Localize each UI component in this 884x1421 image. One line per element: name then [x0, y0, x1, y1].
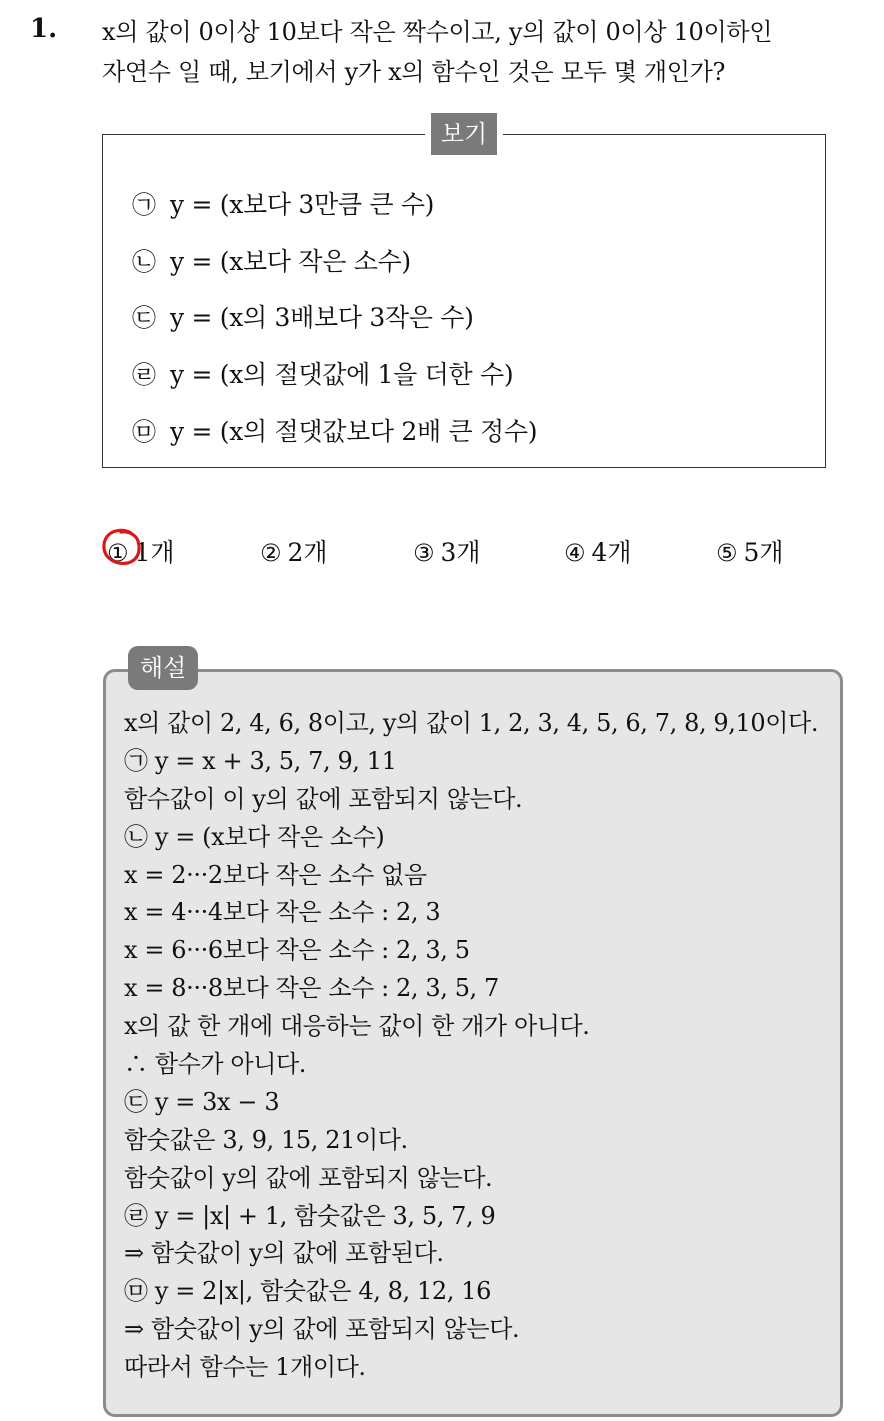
solution-text: [124, 705, 834, 1387]
solution-line: 함숫값은 3, 9, 15, 21이다.: [124, 1125, 408, 1154]
bogi-item-text: y = (x보다 작은 소수): [170, 247, 411, 276]
bogi-item-text: y = (x의 절댓값보다 2배 큰 정수): [170, 417, 538, 446]
solution-line: ⇒ 함숫값이 y의 값에 포함되지 않는다.: [124, 1315, 520, 1344]
choice-marker: ①: [107, 539, 129, 567]
bogi-marker: ㉣: [132, 361, 156, 389]
choice-marker: ④: [564, 539, 586, 567]
bogi-marker: ㉡: [132, 248, 156, 276]
choice-1[interactable]: [107, 533, 175, 569]
bogi-marker: ㉤: [132, 418, 156, 446]
bogi-item: [132, 355, 513, 391]
solution-title: 해설: [128, 646, 198, 690]
choice-label: 5개: [743, 538, 784, 567]
solution-line: 따라서 함수는 1개이다.: [124, 1353, 366, 1382]
bogi-item-text: y = (x의 3배보다 3작은 수): [170, 303, 474, 332]
question-text: [102, 12, 872, 92]
solution-line: 함숫값이 y의 값에 포함되지 않는다.: [124, 1163, 493, 1192]
solution-line: x = 6···6보다 작은 소수 : 2, 3, 5: [124, 936, 470, 965]
choice-4[interactable]: [564, 533, 632, 569]
bogi-marker: ㉠: [132, 191, 156, 219]
choice-label: 2개: [287, 538, 328, 567]
bogi-item-text: y = (x의 절댓값에 1을 더한 수): [170, 360, 514, 389]
bogi-item: [132, 242, 411, 278]
solution-line: x = 8···8보다 작은 소수 : 2, 3, 5, 7: [124, 974, 499, 1003]
bogi-title: 보기: [431, 113, 497, 155]
bogi-item-text: y = (x보다 3만큼 큰 수): [170, 190, 435, 219]
choice-label: 3개: [440, 538, 481, 567]
choice-2[interactable]: [260, 533, 328, 569]
choice-5[interactable]: [716, 533, 784, 569]
solution-line: ㉢ y = 3x − 3: [124, 1087, 280, 1116]
solution-line: ⇒ 함숫값이 y의 값에 포함된다.: [124, 1239, 444, 1268]
solution-line: 함수값이 이 y의 값에 포함되지 않는다.: [124, 784, 523, 813]
choice-marker: ②: [260, 539, 282, 567]
bogi-item: [132, 412, 537, 448]
solution-line: x의 값이 2, 4, 6, 8이고, y의 값이 1, 2, 3, 4, 5, 6, 7, 8, 9,10이다.: [124, 709, 819, 737]
bogi-item: [132, 298, 474, 334]
bogi-marker: ㉢: [132, 304, 156, 332]
solution-line: ∴ 함수가 아니다.: [124, 1050, 306, 1079]
choice-label: 1개: [134, 538, 175, 567]
bogi-item: [132, 185, 434, 221]
solution-line: ㉠ y = x + 3, 5, 7, 9, 11: [124, 746, 397, 775]
solution-line: x의 값 한 개에 대응하는 값이 한 개가 아니다.: [124, 1012, 590, 1041]
choice-marker: ⑤: [716, 539, 738, 567]
choice-label: 4개: [591, 538, 632, 567]
solution-line: ㉣ y = |x| + 1, 함숫값은 3, 5, 7, 9: [124, 1201, 496, 1230]
question-line: 자연수 일 때, 보기에서 y가 x의 함수인 것은 모두 몇 개인가?: [102, 58, 726, 86]
solution-line: x = 4···4보다 작은 소수 : 2, 3: [124, 898, 441, 927]
solution-line: ㉤ y = 2|x|, 함숫값은 4, 8, 12, 16: [124, 1277, 491, 1306]
question-line: x의 값이 0이상 10보다 작은 짝수이고, y의 값이 0이상 10이하인: [102, 18, 773, 46]
choice-marker: ③: [413, 539, 435, 567]
choice-3[interactable]: [413, 533, 481, 569]
solution-line: x = 2···2보다 작은 소수 없음: [124, 860, 427, 889]
solution-line: ㉡ y = (x보다 작은 소수): [124, 822, 385, 851]
question-number: 1.: [30, 14, 58, 44]
